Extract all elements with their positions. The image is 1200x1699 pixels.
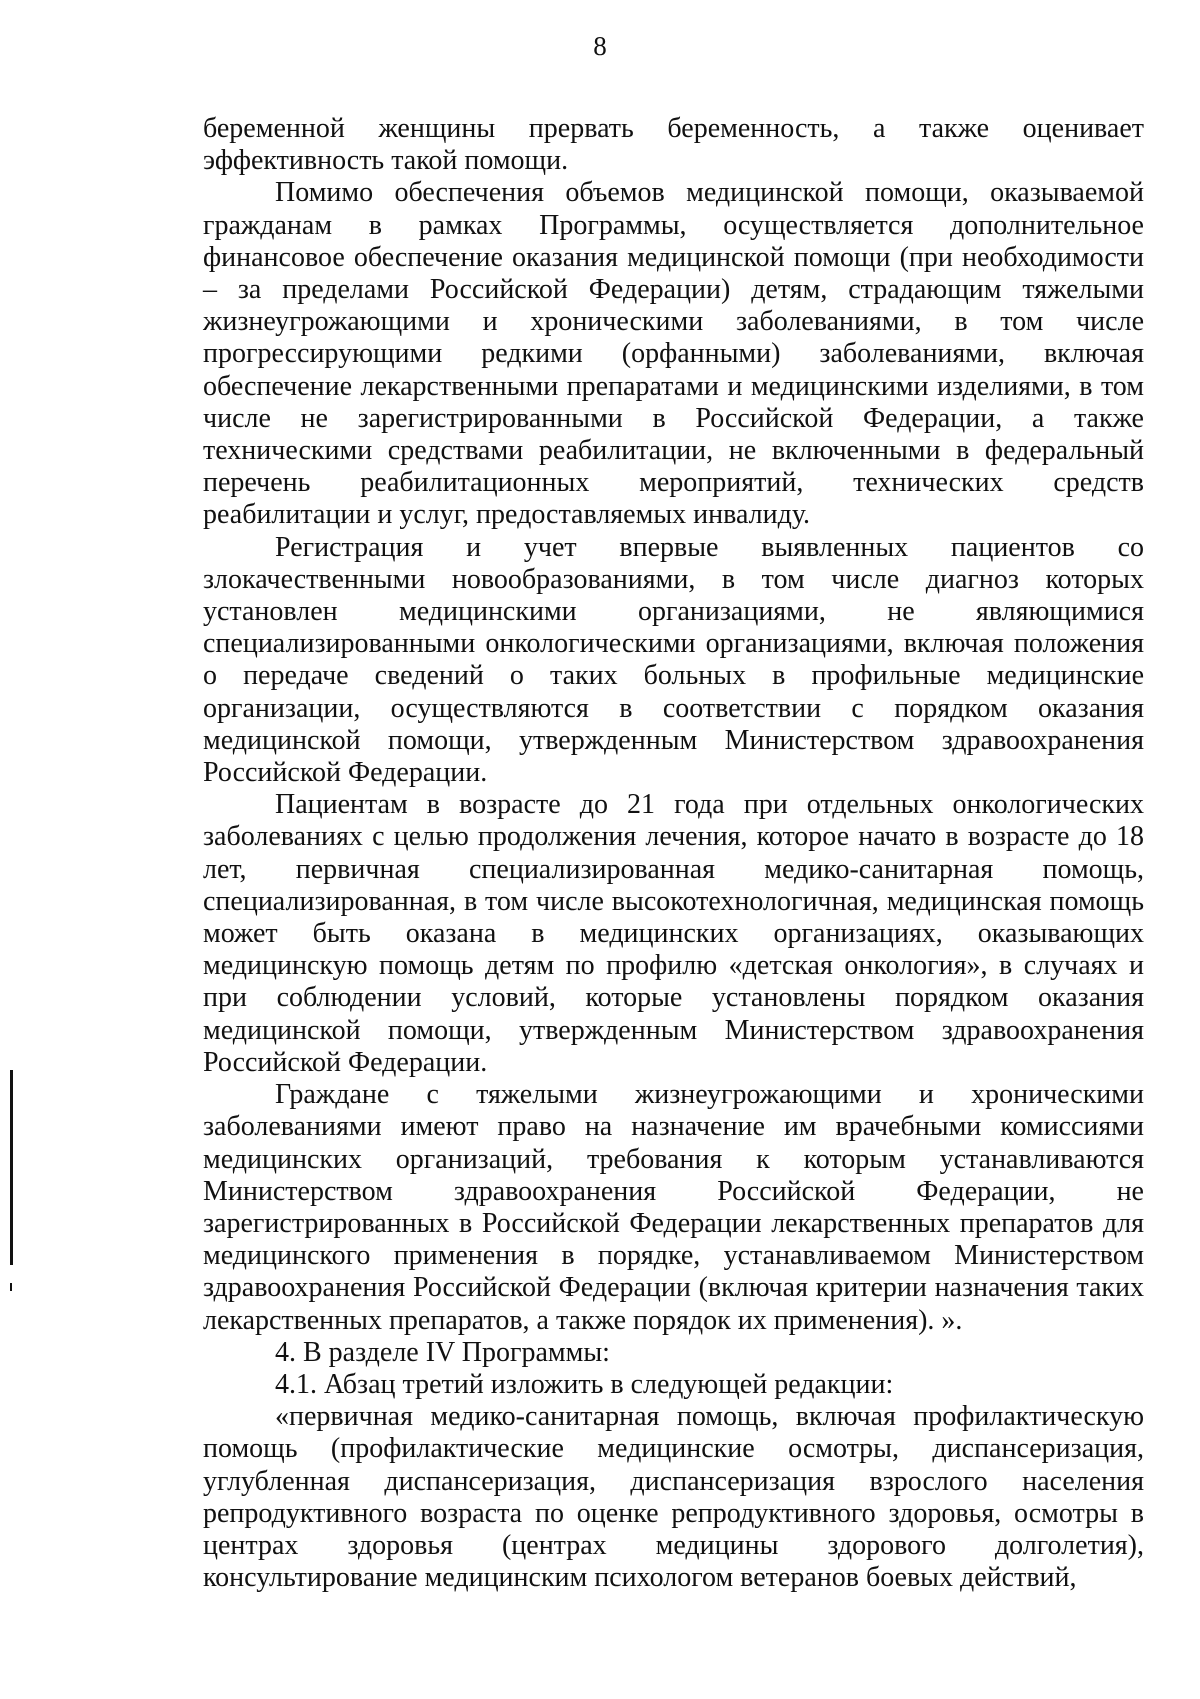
paragraph-primary-care-quote: «первичная медико-санитарная помощь, включая профилактическую помощь (профилактические медицинские осмотры, диспансеризация, углубленная диспансеризация, диспансеризация взрослого населения репродуктивного возраста по оценке репродуктивного здоровья, осмотры в центрах здоровья (центрах медицины здорового долголетия), консультирование медицинским психологом ветеранов боевых действий, — [203, 1401, 1144, 1594]
paragraph-section-iv-heading: 4. В разделе IV Программы: — [275, 1336, 610, 1368]
margin-tick-mark — [10, 1283, 12, 1291]
page-number: 8 — [593, 31, 607, 61]
paragraph-oncology-registration: Регистрация и учет впервые выявленных пациентов со злокачественными новообразованиями, в том числе диагноз которых установлен медицинскими организациями, не являющимися специализированными онкологическими организациями, включая положения о передаче сведений о таких больных в профильные медицинские организации, осуществляются в соответствии с порядком оказания медицинской помощи, утвержденным Министерством здравоохранения Российской Федерации. — [203, 531, 1144, 789]
paragraph-item-4-1: 4.1. Абзац третий изложить в следующей редакции: — [275, 1368, 894, 1400]
paragraph-continuation: беременной женщины прервать беременность, а также оценивает эффективность такой помощи. — [203, 113, 1144, 177]
document-body — [203, 113, 1144, 1594]
paragraph-patients-under-21: Пациентам в возрасте до 21 года при отдельных онкологических заболеваниях с целью продолжения лечения, которое начато в возрасте до 18 лет, первичная специализированная медико-санитарная помощь, специализированная, в том числе высокотехнологичная, медицинская помощь может быть оказана в медицинских организациях, оказывающих медицинскую помощь детям по профилю «детская онкология», в случаях и при соблюдении условий, которые установлены порядком оказания медицинской помощи, утвержденным Министерством здравоохранения Российской Федерации. — [203, 789, 1144, 1078]
paragraph-additional-financing: Помимо обеспечения объемов медицинской помощи, оказываемой гражданам в рамках Программы, осуществляется дополнительное финансовое обеспечение оказания медицинской помощи (при необходимости – за пределами Российской Федерации) детям, страдающим тяжелыми жизнеугрожающими и хроническими заболеваниями, в том числе прогрессирующими редкими (орфанными) заболеваниями, включая обеспечение лекарственными препаратами и медицинскими изделиями, в том числе не зарегистрированными в Российской Федерации, а также техническими средствами реабилитации, не включенными в федеральный перечень реабилитационных мероприятий, технических средств реабилитации и услуг, предоставляемых инвалиду. — [203, 177, 1144, 531]
paragraph-unregistered-drugs: Граждане с тяжелыми жизнеугрожающими и хроническими заболеваниями имеют право на назначение им врачебными комиссиями медицинских организаций, требования к которым устанавливаются Министерством здравоохранения Российской Федерации, не зарегистрированных в Российской Федерации лекарственных препаратов для медицинского применения в порядке, устанавливаемом Министерством здравоохранения Российской Федерации (включая критерии назначения таких лекарственных препаратов, а также порядок их применения). ». — [203, 1079, 1144, 1336]
margin-revision-bar — [10, 1070, 13, 1265]
